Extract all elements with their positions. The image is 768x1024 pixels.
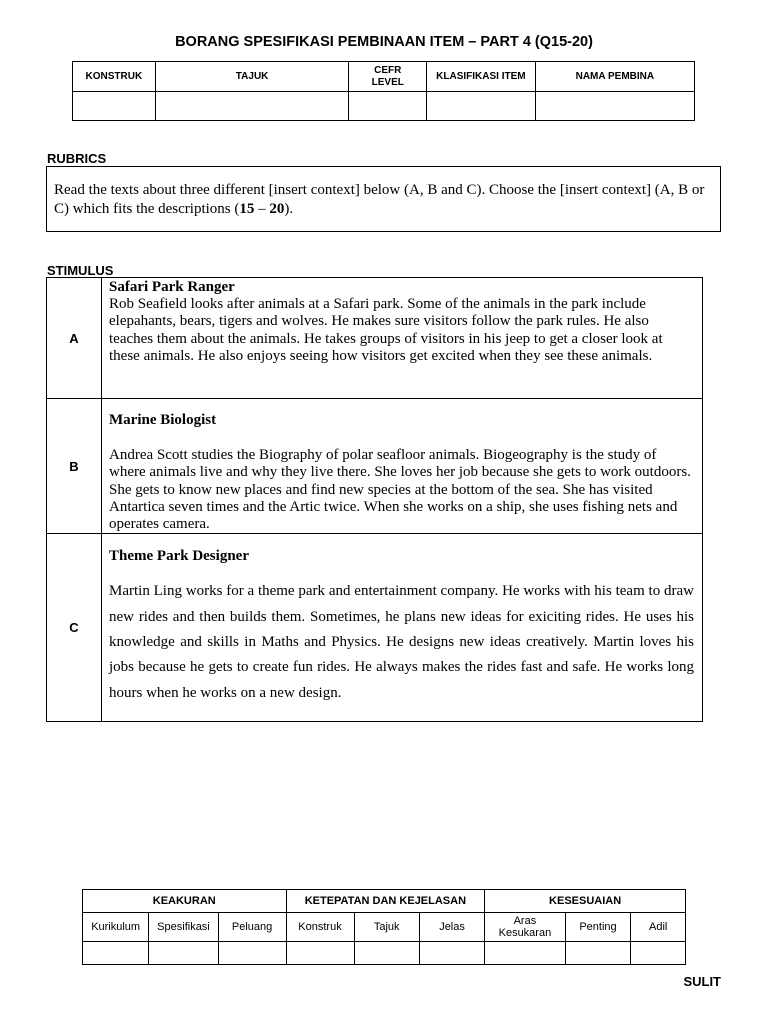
rubrics-range-start: 15	[239, 201, 255, 217]
stimulus-letter-c: C	[47, 534, 102, 722]
stimulus-letter-b: B	[47, 399, 102, 534]
subcolumn-aras-kesukaran: Aras Kesukaran	[485, 913, 565, 942]
evaluation-subcolumn-row	[83, 913, 686, 942]
konstruk-eval-cell[interactable]	[286, 942, 354, 965]
rubrics-range-end: 20	[269, 201, 285, 217]
tajuk-eval-cell[interactable]	[354, 942, 419, 965]
subcolumn-peluang: Peluang	[218, 913, 286, 942]
stimulus-table	[46, 277, 703, 722]
header-table-entry-row	[73, 92, 695, 121]
evaluation-entry-row	[83, 942, 686, 965]
spesifikasi-cell[interactable]	[149, 942, 218, 965]
stimulus-row-c	[47, 534, 703, 722]
rubrics-text-before: Read the texts about three different [insert context] below (A, B and C). Choose the [insert context] (A, B or C) which fits the descriptions (	[54, 182, 705, 217]
klasifikasi-item-cell[interactable]	[427, 92, 536, 121]
column-klasifikasi-item: KLASIFIKASI ITEM	[427, 62, 536, 92]
rubrics-text-after: ).	[284, 201, 294, 217]
stimulus-row-a	[47, 278, 703, 399]
nama-pembina-cell[interactable]	[535, 92, 694, 121]
stimulus-content-c	[102, 534, 703, 722]
stimulus-text-a: Rob Seafield looks after animals at a Safari park. Some of the animals in the park include elepahants, bears, tigers and wolves. He makes sure visitors follow the park rules. He also teaches them about the animals. He takes groups of visitors in his jeep to get a closer look at these animals. He also enjoys seeing how visitors get excited when they see these animals.	[109, 296, 663, 364]
stimulus-row-b	[47, 399, 703, 534]
rubrics-text	[54, 181, 712, 219]
kurikulum-cell[interactable]	[83, 942, 149, 965]
aras-kesukaran-cell[interactable]	[485, 942, 565, 965]
stimulus-content-b	[102, 399, 703, 534]
peluang-cell[interactable]	[218, 942, 286, 965]
subcolumn-jelas: Jelas	[419, 913, 484, 942]
footer-sulit: SULIT	[683, 974, 721, 989]
stimulus-title-a: Safari Park Ranger	[109, 279, 235, 295]
adil-cell[interactable]	[631, 942, 686, 965]
document-title: BORANG SPESIFIKASI PEMBINAAN ITEM – PART 4 (Q15-20)	[175, 34, 593, 50]
stimulus-content-a	[102, 278, 703, 399]
stimulus-letter-a: A	[47, 278, 102, 399]
jelas-cell[interactable]	[419, 942, 484, 965]
column-konstruk: KONSTRUK	[73, 62, 156, 92]
stimulus-title-c: Theme Park Designer	[109, 548, 249, 565]
group-keakuran: KEAKURAN	[83, 890, 287, 913]
header-table	[72, 61, 695, 121]
column-tajuk: TAJUK	[155, 62, 349, 92]
subcolumn-konstruk: Konstruk	[286, 913, 354, 942]
stimulus-text-c: Martin Ling works for a theme park and entertainment company. He works with his team to draw new rides and then builds them. Sometimes, he plans new ideas for exiciting rides. He uses his knowledge and skills in Maths and Physics. He designs new ideas creatively. Martin loves his jobs because he gets to create fun rides. He always makes the rides fast and safe. He works long hours when he works on a new design.	[109, 583, 694, 701]
stimulus-text-b: Andrea Scott studies the Biography of polar seafloor animals. Biogeography is the study of where animals live and why they live there. She loves her job because she gets to work outdoors. She gets to know new places and find new species at the bottom of the sea. She has visited Antartica seven times and the Artic twice. When she works on a ship, she uses fishing nets and operates camera.	[109, 447, 691, 533]
header-table-heading-row	[73, 62, 695, 92]
column-cefr-level: CEFR LEVEL	[349, 62, 427, 92]
subcolumn-penting: Penting	[565, 913, 631, 942]
tajuk-cell[interactable]	[155, 92, 349, 121]
subcolumn-kurikulum: Kurikulum	[83, 913, 149, 942]
penting-cell[interactable]	[565, 942, 631, 965]
subcolumn-tajuk: Tajuk	[354, 913, 419, 942]
stimulus-label: STIMULUS	[47, 263, 114, 278]
rubrics-box	[46, 166, 721, 232]
evaluation-group-row	[83, 890, 686, 913]
rubrics-label: RUBRICS	[47, 151, 107, 166]
subcolumn-spesifikasi: Spesifikasi	[149, 913, 218, 942]
group-ketepatan-dan-kejelasan: KETEPATAN DAN KEJELASAN	[286, 890, 485, 913]
evaluation-table	[82, 889, 686, 965]
cefr-level-cell[interactable]	[349, 92, 427, 121]
group-kesesuaian: KESESUAIAN	[485, 890, 686, 913]
stimulus-title-b: Marine Biologist	[109, 412, 217, 428]
column-nama-pembina: NAMA PEMBINA	[535, 62, 694, 92]
subcolumn-adil: Adil	[631, 913, 686, 942]
rubrics-range-dash: –	[254, 201, 270, 217]
konstruk-cell[interactable]	[73, 92, 156, 121]
